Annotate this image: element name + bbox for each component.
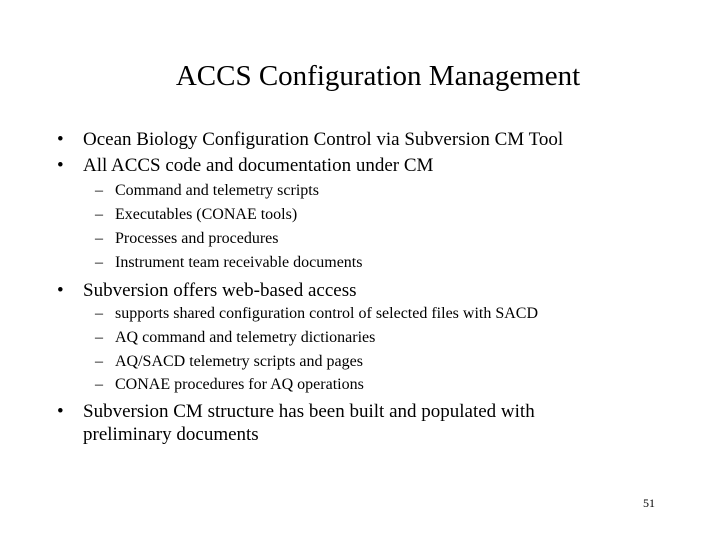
bullet-text: preliminary documents <box>83 424 259 445</box>
dash-icon: – <box>95 182 103 199</box>
sub-bullet-text: Command and telemetry scripts <box>115 182 319 199</box>
bullet-text: All ACCS code and documentation under CM <box>83 155 434 176</box>
dash-icon: – <box>95 329 103 346</box>
bullet-icon: • <box>57 155 64 176</box>
dash-icon: – <box>95 376 103 393</box>
bullet-icon: • <box>57 280 64 301</box>
slide-title: ACCS Configuration Management <box>175 60 581 92</box>
bullet-text: Subversion CM structure has been built and populated with <box>83 401 535 422</box>
sub-bullet-text: AQ/SACD telemetry scripts and pages <box>115 353 363 370</box>
sub-bullet-text: Instrument team receivable documents <box>115 254 363 271</box>
dash-icon: – <box>95 206 103 223</box>
bullet-icon: • <box>57 129 64 150</box>
sub-bullet-text: supports shared configuration control of selected files with SACD <box>115 305 539 322</box>
dash-icon: – <box>95 230 103 247</box>
sub-bullet-text: CONAE procedures for AQ operations <box>115 376 364 393</box>
page-number: 51 <box>643 496 655 510</box>
bullet-text: Ocean Biology Configuration Control via Subversion CM Tool <box>83 129 564 150</box>
bullet-text: Subversion offers web-based access <box>83 280 357 301</box>
dash-icon: – <box>95 254 103 271</box>
bullet-icon: • <box>57 401 64 422</box>
dash-icon: – <box>95 353 103 370</box>
sub-bullet-text: Executables (CONAE tools) <box>115 206 298 223</box>
sub-bullet-text: Processes and procedures <box>115 230 279 247</box>
dash-icon: – <box>95 305 103 322</box>
sub-bullet-text: AQ command and telemetry dictionaries <box>115 329 376 346</box>
